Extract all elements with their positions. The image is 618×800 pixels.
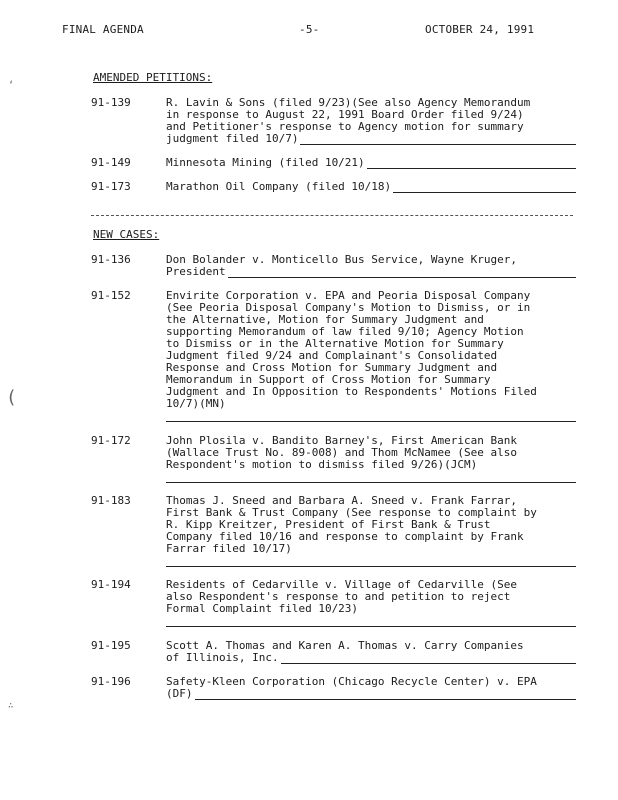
case-number: 91-196 <box>91 675 131 688</box>
case-description <box>166 640 576 664</box>
case-number: 91-194 <box>91 578 131 591</box>
underline-rule <box>281 654 576 664</box>
case-text-line: Respondent's motion to dismiss filed 9/26)(JCM) <box>166 458 478 471</box>
case-text-line: (DF) <box>166 687 193 700</box>
case-text-line: also Respondent's response to and petition to reject <box>166 590 511 603</box>
margin-mark: ∴ <box>8 701 14 711</box>
case-text-line: (See Peoria Disposal Company's Motion to Dismiss, or in <box>166 301 531 314</box>
case-text-line: Envirite Corporation v. EPA and Peoria Disposal Company <box>166 289 531 302</box>
case-text-line-final <box>166 157 576 169</box>
margin-mark: ( <box>6 387 17 408</box>
section-title-new-cases: NEW CASES: <box>93 228 160 241</box>
case-number: 91-152 <box>91 289 131 302</box>
case-text-line: of Illinois, Inc. <box>166 651 279 664</box>
case-description <box>166 97 576 145</box>
case-text-line: John Plosila v. Bandito Barney's, First American Bank <box>166 434 517 447</box>
case-text-line: Memorandum in Support of Cross Motion for Summary <box>166 373 491 386</box>
case-text-line: Response and Cross Motion for Summary Judgment and <box>166 361 498 374</box>
underline-row <box>166 615 576 627</box>
case-text-line: Scott A. Thomas and Karen A. Thomas v. Carry Companies <box>166 639 524 652</box>
page-number: -5- <box>299 23 320 36</box>
case-text-line: the Alternative, Motion for Summary Judgment and <box>166 313 484 326</box>
case-number: 91-139 <box>91 96 131 109</box>
case-text-line: Thomas J. Sneed and Barbara A. Sneed v. Frank Farrar, <box>166 494 517 507</box>
underline-rule <box>166 412 576 422</box>
underline-rule <box>367 159 576 169</box>
case-text-line: Safety-Kleen Corporation (Chicago Recycle Center) v. EPA <box>166 675 537 688</box>
case-text-line: Residents of Cedarville v. Village of Cedarville (See <box>166 578 517 591</box>
case-description <box>166 157 576 169</box>
case-number: 91-172 <box>91 434 131 447</box>
underline-rule <box>166 473 576 483</box>
header-left: FINAL AGENDA <box>62 23 144 36</box>
case-description <box>166 495 576 567</box>
case-text-line: supporting Memorandum of law filed 9/10; Agency Motion <box>166 325 524 338</box>
case-text-line: Judgment filed 9/24 and Complainant's Consolidated <box>166 349 498 362</box>
case-text-line: R. Lavin & Sons (filed 9/23)(See also Agency Memorandum <box>166 96 531 109</box>
case-text-line-final <box>166 266 576 278</box>
section-title-amended-petitions: AMENDED PETITIONS: <box>93 71 213 84</box>
underline-rule <box>393 183 576 193</box>
case-text-line-final <box>166 181 576 193</box>
underline-rule <box>195 690 577 700</box>
underline-row <box>166 410 576 422</box>
case-text-line: Formal Complaint filed 10/23) <box>166 602 359 615</box>
case-text-line: Judgment and In Opposition to Respondents' Motions Filed <box>166 385 537 398</box>
case-description <box>166 254 576 278</box>
underline-rule <box>166 617 576 627</box>
case-description <box>166 676 576 700</box>
case-number: 91-173 <box>91 180 131 193</box>
underline-rule <box>228 268 576 278</box>
case-description <box>166 579 576 627</box>
header-date: OCTOBER 24, 1991 <box>425 23 535 36</box>
case-description <box>166 435 576 483</box>
case-text-line: to Dismiss or in the Alternative Motion for Summary <box>166 337 504 350</box>
case-text-line: and Petitioner's response to Agency motion for summary <box>166 120 524 133</box>
margin-mark: ‘ <box>8 80 15 91</box>
underline-row <box>166 471 576 483</box>
case-text-line: Don Bolander v. Monticello Bus Service, Wayne Kruger, <box>166 253 517 266</box>
case-text-line-final <box>166 133 576 145</box>
case-number: 91-195 <box>91 639 131 652</box>
case-text-line: (Wallace Trust No. 89-008) and Thom McNamee (See also <box>166 446 517 459</box>
case-text-line: 10/7)(MN) <box>166 397 226 410</box>
case-text-line-final <box>166 652 576 664</box>
case-text-line: Marathon Oil Company (filed 10/18) <box>166 180 392 193</box>
case-text-line: First Bank & Trust Company (See response to complaint by <box>166 506 537 519</box>
case-text-line: Farrar filed 10/17) <box>166 542 292 555</box>
case-text-line: in response to August 22, 1991 Board Order filed 9/24) <box>166 108 524 121</box>
case-number: 91-183 <box>91 494 131 507</box>
case-number: 91-149 <box>91 156 131 169</box>
case-text-line: R. Kipp Kreitzer, President of First Bank & Trust <box>166 518 491 531</box>
case-description <box>166 290 576 422</box>
case-text-line-final <box>166 688 576 700</box>
case-description <box>166 181 576 193</box>
case-text-line: Company filed 10/16 and response to complaint by Frank <box>166 530 524 543</box>
underline-rule <box>300 135 576 145</box>
underline-row <box>166 555 576 567</box>
underline-rule <box>166 557 576 567</box>
section-divider <box>91 215 573 216</box>
case-text-line: Minnesota Mining (filed 10/21) <box>166 156 365 169</box>
case-text-line: President <box>166 265 226 278</box>
case-number: 91-136 <box>91 253 131 266</box>
case-text-line: judgment filed 10/7) <box>166 132 299 145</box>
